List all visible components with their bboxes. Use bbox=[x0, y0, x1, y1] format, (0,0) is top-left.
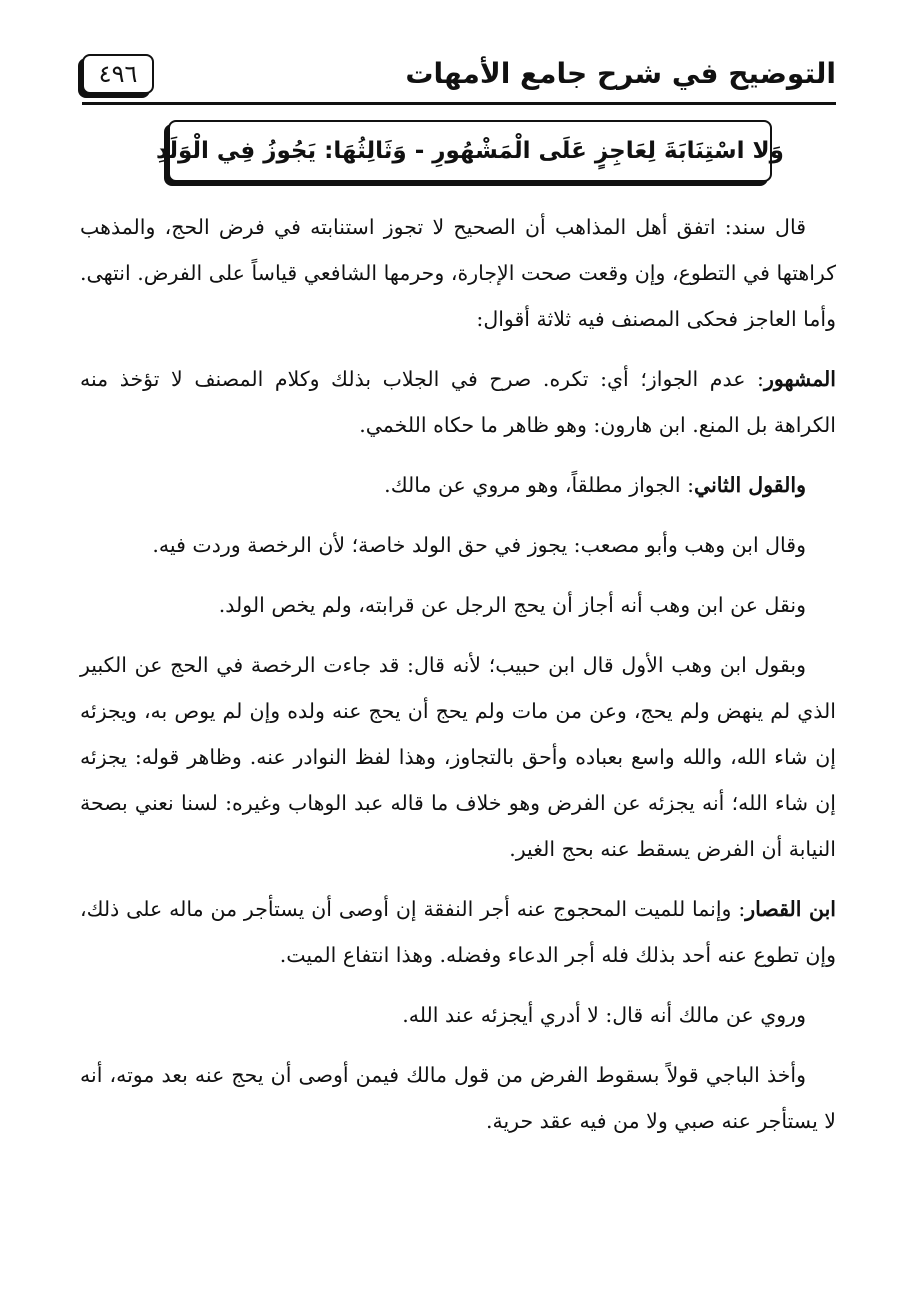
paragraph-text: وأخذ الباجي قولاً بسقوط الفرض من قول مالك فيمن أوصى أن يحج عنه بعد موته، أنه لا يستأجر عنه صبي ولا من فيه عقد حرية. bbox=[80, 1063, 836, 1133]
paragraph bbox=[80, 356, 836, 448]
book-title: التوضيح في شرح جامع الأمهات bbox=[405, 57, 836, 90]
paragraph-text: قال سند: اتفق أهل المذاهب أن الصحيح لا تجوز استنابته في فرض الحج، والمذهب كراهتها في التطوع، وإن وقعت صحت الإجارة، وحرمها الشافعي قياساً على الفرض. انتهى. وأما العاجز فحكى المصنف فيه ثلاثة أقوال: bbox=[80, 215, 836, 331]
running-header bbox=[82, 52, 836, 105]
paragraph-text: وقال ابن وهب وأبو مصعب: يجوز في حق الولد خاصة؛ لأن الرخصة وردت فيه. bbox=[152, 533, 806, 557]
paragraph bbox=[80, 886, 836, 978]
paragraph bbox=[80, 462, 836, 508]
paragraph-text: : الجواز مطلقاً، وهو مروي عن مالك. bbox=[384, 473, 694, 497]
paragraph-lead: ابن القصار bbox=[745, 897, 836, 921]
body-text bbox=[80, 204, 836, 1158]
paragraph-text: : وإنما للميت المحجوج عنه أجر النفقة إن أوصى أن يستأجر من ماله على ذلك، وإن تطوع عنه أحد بذلك فله أجر الدعاء وفضله. وهذا انتفاع الميت. bbox=[80, 897, 836, 967]
paragraph-lead: المشهور bbox=[763, 367, 836, 391]
paragraph bbox=[80, 582, 836, 628]
paragraph bbox=[80, 204, 836, 342]
paragraph-lead: والقول الثاني bbox=[694, 473, 806, 497]
paragraph-text: ونقل عن ابن وهب أنه أجاز أن يحج الرجل عن قرابته، ولم يخص الولد. bbox=[218, 593, 806, 617]
page-number: ٤٩٦ bbox=[82, 54, 154, 94]
paragraph-text: وبقول ابن وهب الأول قال ابن حبيب؛ لأنه قال: قد جاءت الرخصة في الحج عن الكبير الذي لم ينهض ولم يحج، وعن من مات ولم يحج أن يحج عنه ولده وإن لم يوص به، ويجزئه إن شاء الله، والله واسع بعباده وأحق بالتجاوز، وهذا لفظ النوادر عنه. وظاهر قوله: يجزئه إن شاء الله؛ أنه يجزئه عن الفرض وهو خلاف ما قاله عبد الوهاب وغيره: لسنا نعني بصحة النيابة أن الفرض يسقط عنه بحج الغير. bbox=[80, 653, 836, 861]
section-heading: وَلا اسْتِنَابَةَ لِعَاجِزٍ عَلَى الْمَشْهُورِ - وَثَالِثُهَا: يَجُوزُ فِي الْوَلَدِ bbox=[168, 120, 772, 182]
paragraph-text: وروي عن مالك أنه قال: لا أدري أيجزئه عند الله. bbox=[402, 1003, 806, 1027]
paragraph bbox=[80, 642, 836, 872]
paragraph bbox=[80, 992, 836, 1038]
paragraph bbox=[80, 522, 836, 568]
paragraph bbox=[80, 1052, 836, 1144]
paragraph-text: : عدم الجواز؛ أي: تكره. صرح في الجلاب بذلك وكلام المصنف لا تؤخذ منه الكراهة بل المنع. ابن هارون: وهو ظاهر ما حكاه اللخمي. bbox=[80, 367, 836, 437]
